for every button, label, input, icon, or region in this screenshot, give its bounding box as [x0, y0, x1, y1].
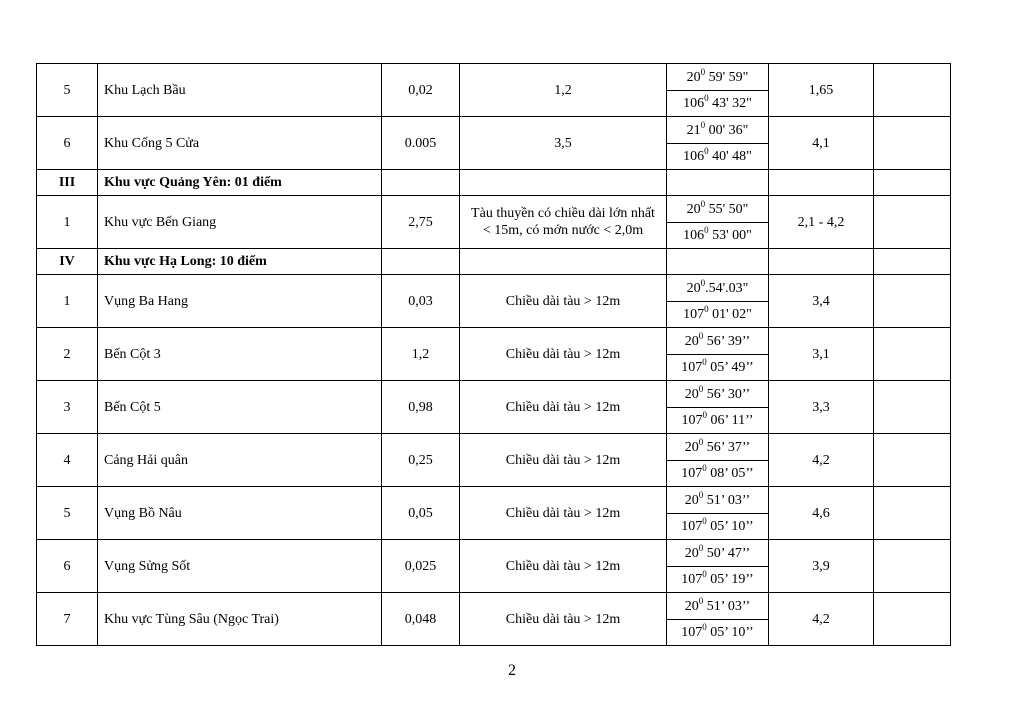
degree-value: 107	[681, 625, 703, 640]
depth-value: 4,6	[769, 487, 874, 540]
row-number: 2	[37, 328, 98, 381]
vessel-note: Tàu thuyền có chiều dài lớn nhất < 15m, có mớn nước < 2,0m	[460, 196, 667, 249]
minutes-seconds: 51’ 03’’	[703, 598, 751, 614]
row-number: 1	[37, 196, 98, 249]
minutes-seconds: 53' 00"	[708, 228, 752, 243]
minutes-seconds: 08’ 05’’	[706, 466, 754, 481]
table-row	[37, 275, 951, 302]
empty-cell	[382, 249, 460, 275]
depth-value: 4,1	[769, 117, 874, 170]
degree-mark: 0	[700, 119, 706, 130]
degree-value: 20	[684, 439, 699, 455]
minutes-seconds: 05’ 10’’	[706, 625, 754, 640]
degree-mark: 0	[698, 489, 704, 500]
degree-value: 107	[681, 572, 703, 587]
empty-cell	[769, 249, 874, 275]
location-name: Bến Cột 3	[98, 328, 382, 381]
degree-value: 107	[681, 519, 703, 534]
row-number: 7	[37, 593, 98, 646]
degree-mark: 0	[702, 622, 707, 632]
degree-mark: 0	[698, 330, 704, 341]
degree-mark: 0	[700, 198, 706, 209]
longitude	[667, 355, 769, 381]
minutes-seconds: 40' 48"	[708, 149, 752, 164]
area-value: 0,25	[382, 434, 460, 487]
degree-mark: 0	[702, 569, 707, 579]
vessel-note: Chiều dài tàu > 12m	[460, 434, 667, 487]
degree-mark: 0	[698, 383, 704, 394]
area-value: 0,025	[382, 540, 460, 593]
degree-mark: 0	[704, 225, 709, 235]
area-value: 0,03	[382, 275, 460, 328]
minutes-seconds: 00' 36"	[705, 122, 749, 138]
location-name: Khu Lạch Bầu	[98, 64, 382, 117]
longitude	[667, 461, 769, 487]
minutes-seconds: 43' 32"	[708, 96, 752, 111]
degree-mark: 0	[698, 436, 704, 447]
latitude	[667, 117, 769, 144]
degree-value: 20	[686, 280, 701, 296]
empty-cell	[874, 593, 951, 646]
degree-mark: 0	[702, 410, 708, 420]
latitude	[667, 275, 769, 302]
empty-cell	[874, 275, 951, 328]
latitude	[667, 540, 769, 567]
empty-cell	[874, 487, 951, 540]
depth-value: 1,65	[769, 64, 874, 117]
latitude	[667, 381, 769, 408]
empty-cell	[874, 117, 951, 170]
degree-mark: 0	[704, 146, 709, 156]
depth-value: 3,4	[769, 275, 874, 328]
table-row	[37, 117, 951, 144]
minutes-seconds: 01' 02"	[708, 307, 752, 322]
minutes-seconds: 05’ 19’’	[706, 572, 754, 587]
row-number: 1	[37, 275, 98, 328]
vessel-note: Chiều dài tàu > 12m	[460, 487, 667, 540]
degree-value: 20	[684, 333, 699, 349]
row-number: 6	[37, 540, 98, 593]
section-row	[37, 249, 951, 275]
empty-cell	[874, 328, 951, 381]
row-number: 3	[37, 381, 98, 434]
page-number: 2	[508, 662, 516, 679]
longitude	[667, 620, 769, 646]
degree-value: 107	[681, 466, 703, 481]
minutes-seconds: 05’ 10’’	[706, 519, 754, 534]
degree-value: 106	[683, 96, 705, 111]
area-value: 1,2	[382, 328, 460, 381]
minutes-seconds: 05’ 49’’	[706, 360, 754, 375]
table-row	[37, 196, 951, 223]
longitude	[667, 144, 769, 170]
vessel-note: 3,5	[460, 117, 667, 170]
depth-value: 4,2	[769, 593, 874, 646]
latitude	[667, 593, 769, 620]
degree-mark: 0	[702, 357, 707, 367]
vessel-note: Chiều dài tàu > 12m	[460, 540, 667, 593]
vessel-note: Chiều dài tàu > 12m	[460, 381, 667, 434]
longitude	[667, 567, 769, 593]
empty-cell	[460, 249, 667, 275]
table-row	[37, 328, 951, 355]
empty-cell	[667, 170, 769, 196]
degree-value: 107	[681, 413, 703, 428]
degree-value: 20	[684, 386, 699, 402]
section-number: IV	[37, 249, 98, 275]
row-number: 5	[37, 64, 98, 117]
depth-value: 3,9	[769, 540, 874, 593]
vessel-note: Chiều dài tàu > 12m	[460, 328, 667, 381]
minutes-seconds: 06’ 11’’	[707, 413, 754, 428]
minutes-seconds: .54'.03"	[705, 280, 749, 296]
latitude	[667, 328, 769, 355]
degree-mark: 0	[702, 463, 707, 473]
degree-value: 20	[684, 545, 699, 561]
section-number: III	[37, 170, 98, 196]
longitude	[667, 223, 769, 249]
empty-cell	[874, 540, 951, 593]
empty-cell	[769, 170, 874, 196]
degree-value: 21	[686, 122, 701, 138]
empty-cell	[667, 249, 769, 275]
degree-value: 20	[684, 598, 699, 614]
minutes-seconds: 59' 59"	[705, 69, 749, 85]
vessel-note: Chiều dài tàu > 12m	[460, 593, 667, 646]
minutes-seconds: 51’ 03’’	[703, 492, 751, 508]
degree-value: 20	[686, 201, 701, 217]
section-title: Khu vực Quảng Yên: 01 điểm	[98, 170, 382, 196]
depth-value: 3,3	[769, 381, 874, 434]
degree-mark: 0	[700, 277, 706, 288]
empty-cell	[460, 170, 667, 196]
location-name: Cảng Hải quân	[98, 434, 382, 487]
longitude	[667, 408, 769, 434]
location-name: Vụng Bồ Nâu	[98, 487, 382, 540]
degree-value: 20	[684, 492, 699, 508]
latitude	[667, 64, 769, 91]
location-name: Vụng Sửng Sốt	[98, 540, 382, 593]
latitude	[667, 487, 769, 514]
longitude	[667, 302, 769, 328]
minutes-seconds: 50’ 47’’	[703, 545, 751, 561]
area-value: 0,048	[382, 593, 460, 646]
degree-value: 106	[683, 149, 705, 164]
empty-cell	[874, 249, 951, 275]
location-name: Vụng Ba Hang	[98, 275, 382, 328]
row-number: 5	[37, 487, 98, 540]
degree-mark: 0	[698, 542, 704, 553]
empty-cell	[874, 196, 951, 249]
table-row	[37, 593, 951, 620]
location-name: Khu vực Bến Giang	[98, 196, 382, 249]
area-value: 0,05	[382, 487, 460, 540]
empty-cell	[874, 434, 951, 487]
degree-value: 107	[683, 307, 705, 322]
table-row	[37, 434, 951, 461]
vessel-note: 1,2	[460, 64, 667, 117]
section-title: Khu vực Hạ Long: 10 điểm	[98, 249, 382, 275]
empty-cell	[874, 381, 951, 434]
table-row	[37, 381, 951, 408]
empty-cell	[874, 170, 951, 196]
row-number: 6	[37, 117, 98, 170]
latitude	[667, 196, 769, 223]
location-name: Khu vực Tùng Sâu (Ngọc Trai)	[98, 593, 382, 646]
depth-value: 4,2	[769, 434, 874, 487]
area-value: 0,98	[382, 381, 460, 434]
latitude	[667, 434, 769, 461]
location-name: Khu Cống 5 Cửa	[98, 117, 382, 170]
longitude	[667, 91, 769, 117]
depth-value: 3,1	[769, 328, 874, 381]
minutes-seconds: 55' 50"	[705, 201, 749, 217]
degree-mark: 0	[702, 516, 707, 526]
vessel-note: Chiều dài tàu > 12m	[460, 275, 667, 328]
empty-cell	[874, 64, 951, 117]
area-value: 0,02	[382, 64, 460, 117]
minutes-seconds: 56’ 37’’	[703, 439, 751, 455]
degree-mark: 0	[698, 595, 704, 606]
area-value: 2,75	[382, 196, 460, 249]
table-row	[37, 540, 951, 567]
anchorage-table	[36, 63, 951, 646]
table-row	[37, 487, 951, 514]
section-row	[37, 170, 951, 196]
degree-mark: 0	[704, 93, 709, 103]
minutes-seconds: 56’ 39’’	[703, 333, 751, 349]
depth-value: 2,1 - 4,2	[769, 196, 874, 249]
degree-value: 20	[686, 69, 701, 85]
degree-mark: 0	[700, 66, 706, 77]
degree-value: 106	[683, 228, 705, 243]
minutes-seconds: 56’ 30’’	[703, 386, 751, 402]
table-row	[37, 64, 951, 91]
row-number: 4	[37, 434, 98, 487]
degree-mark: 0	[704, 304, 709, 314]
longitude	[667, 514, 769, 540]
empty-cell	[382, 170, 460, 196]
area-value: 0.005	[382, 117, 460, 170]
location-name: Bến Cột 5	[98, 381, 382, 434]
degree-value: 107	[681, 360, 703, 375]
